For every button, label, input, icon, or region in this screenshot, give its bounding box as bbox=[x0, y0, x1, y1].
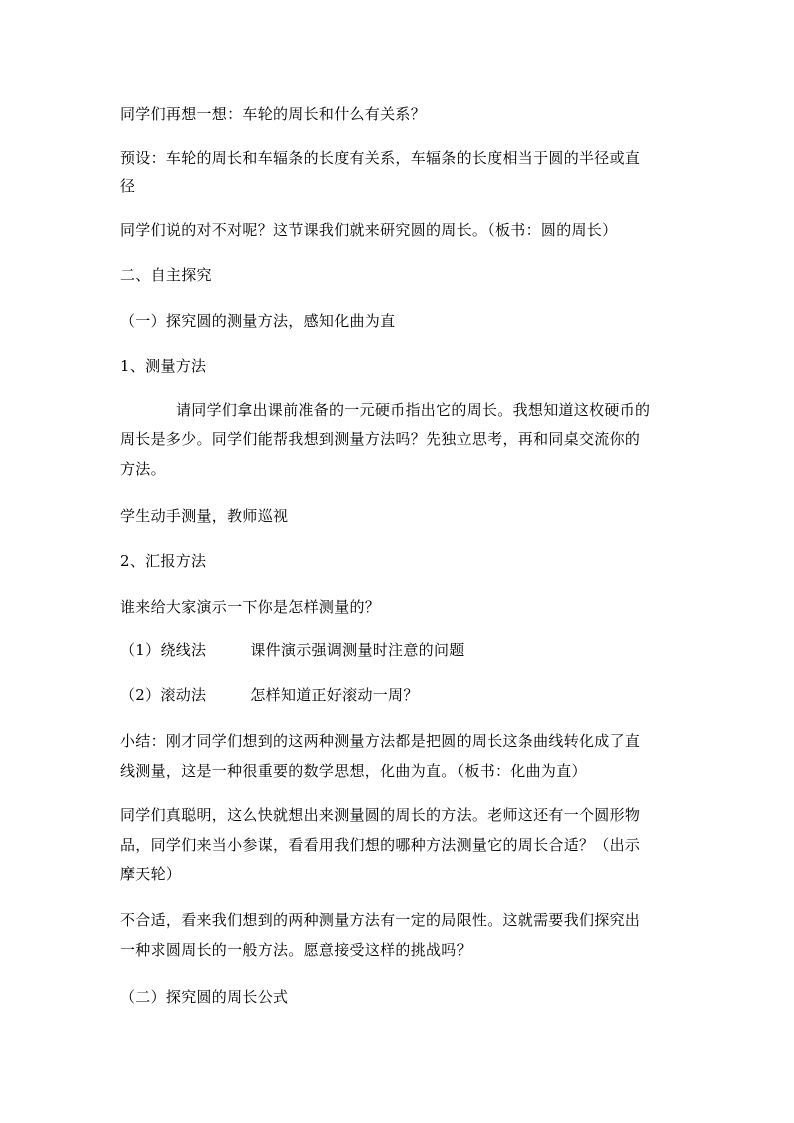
method-note-2: 怎样知道正好滚动一周？ bbox=[250, 686, 419, 704]
paragraph-question: 同学们再想一想：车轮的周长和什么有关系？ bbox=[120, 105, 427, 123]
paragraph-coin-line3: 方法。 bbox=[120, 460, 166, 478]
paragraph-smart-line2: 品，同学们来当小参谋，看看用我们想的哪种方法测量它的周长合适？（出示 bbox=[120, 836, 641, 854]
paragraph-limit-line2: 一种求圆周长的一般方法。愿意接受这样的挑战吗？ bbox=[120, 941, 472, 959]
paragraph-coin-line1: 请同学们拿出课前准备的一元硬币指出它的周长。我想知道这枚硬币的 bbox=[176, 401, 651, 419]
paragraph-limit-line1: 不合适，看来我们想到的两种测量方法有一定的局限性。这就需要我们探究出 bbox=[120, 911, 641, 929]
paragraph-coin-line2: 周长是多少。同学们能帮我想到测量方法吗？先独立思考，再和同桌交流你的 bbox=[120, 430, 641, 448]
paragraph-intro: 同学们说的对不对呢？这节课我们就来研究圆的周长。（板书：圆的周长） bbox=[120, 221, 618, 239]
paragraph-demo: 谁来给大家演示一下你是怎样测量的？ bbox=[120, 598, 381, 616]
item-heading-report: 2、汇报方法 bbox=[120, 552, 207, 570]
paragraph-summary-line1: 小结：刚才同学们想到的这两种测量方法都是把圆的周长这条曲线转化成了直 bbox=[120, 732, 641, 750]
method-note-1: 课件演示强调测量时注意的问题 bbox=[250, 641, 465, 659]
method-name-2: （2）滚动法 bbox=[120, 686, 207, 704]
paragraph-preset-line2: 径 bbox=[120, 177, 136, 195]
section-heading: 二、自主探究 bbox=[120, 266, 212, 284]
paragraph-summary-line2: 线测量，这是一种很重要的数学思想，化曲为直。（板书：化曲为直） bbox=[120, 762, 587, 780]
method-line-2 bbox=[120, 685, 419, 705]
paragraph-smart-line3: 摩天轮） bbox=[120, 865, 182, 883]
method-name-1: （1）绕线法 bbox=[120, 641, 207, 659]
subsection-heading-2: （二）探究圆的周长公式 bbox=[120, 988, 289, 1006]
method-line-1 bbox=[120, 640, 465, 660]
item-heading-measure: 1、测量方法 bbox=[120, 357, 207, 375]
paragraph-student-measure: 学生动手测量，教师巡视 bbox=[120, 507, 289, 525]
subsection-heading-1: （一）探究圆的测量方法，感知化曲为直 bbox=[120, 312, 396, 330]
paragraph-smart-line1: 同学们真聪明，这么快就想出来测量圆的周长的方法。老师这还有一个圆形物 bbox=[120, 806, 641, 824]
paragraph-preset-line1: 预设：车轮的周长和车辐条的长度有关系，车辐条的长度相当于圆的半径或直 bbox=[120, 149, 641, 167]
